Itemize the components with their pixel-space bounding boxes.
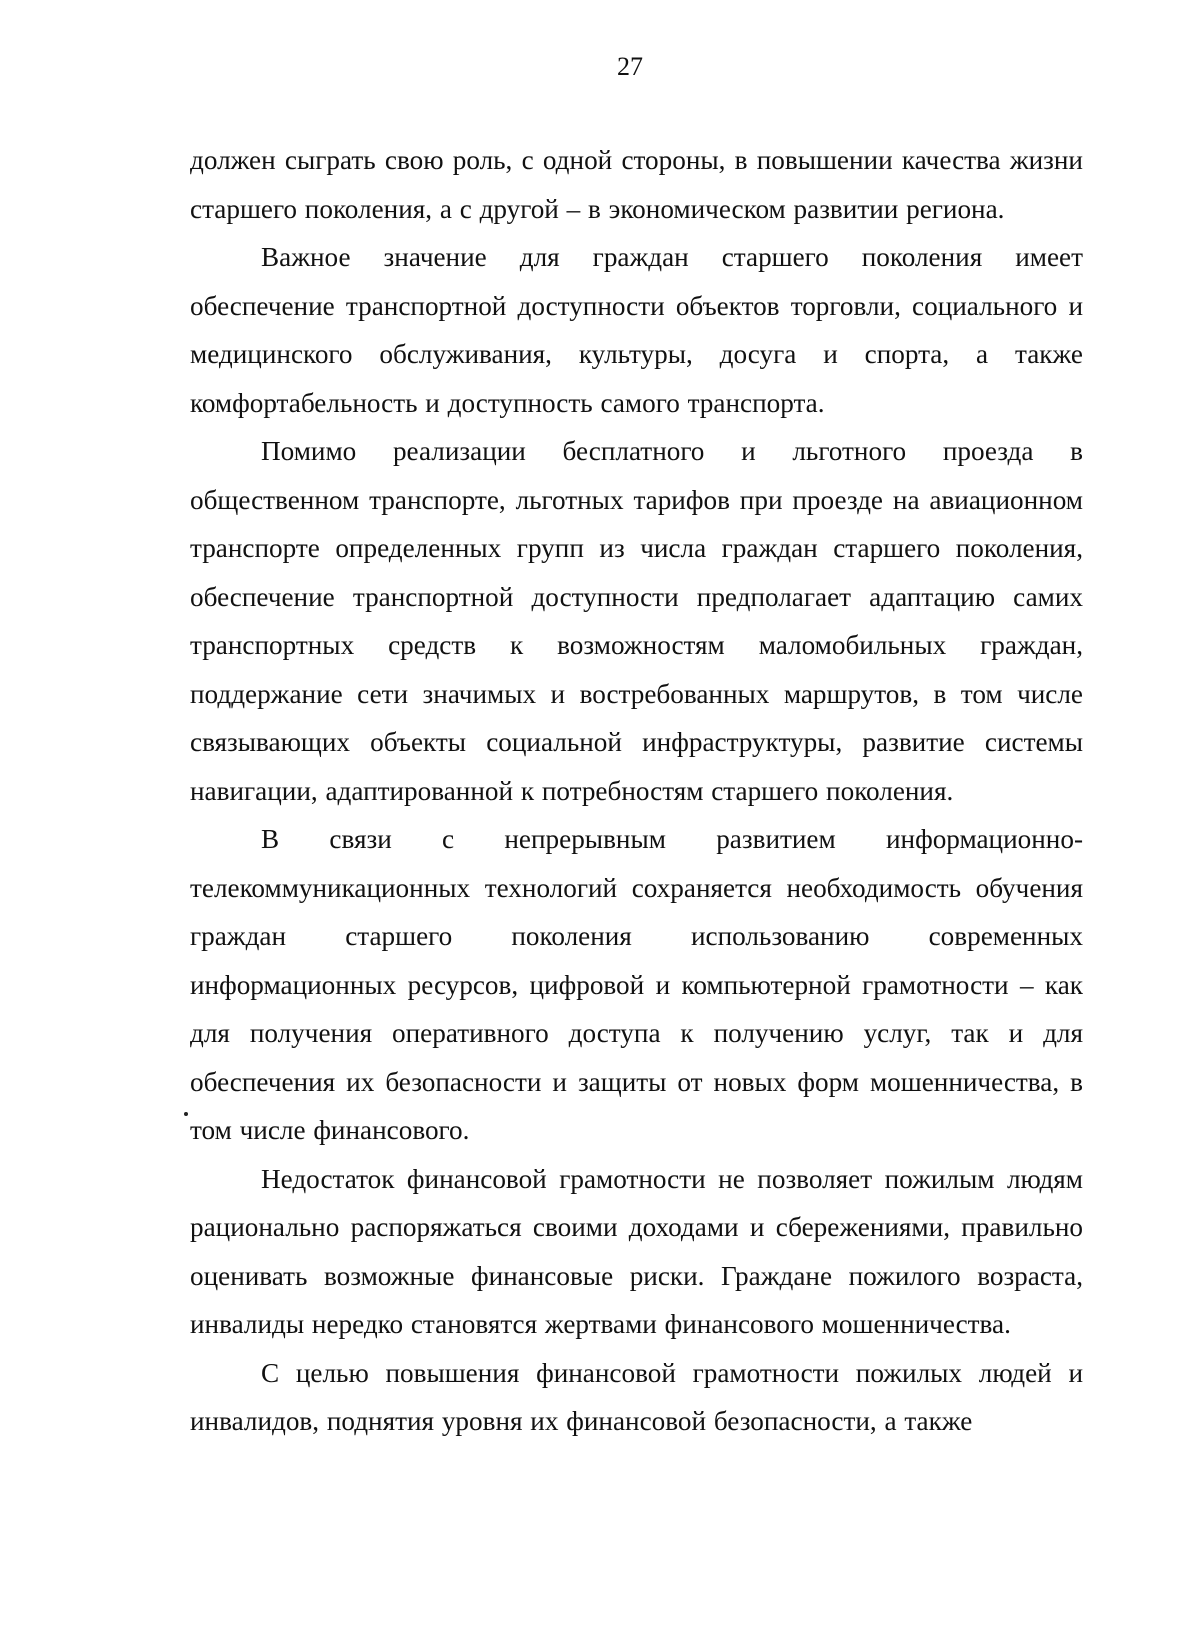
paragraph-transport-accessibility: Помимо реализации бесплатного и льготного проезда в общественном транспорте, льготных тарифов при проезде на авиационном транспорте определенных групп из числа граждан старшего поколения, обеспечение транспортной доступности предполагает адаптацию самих транспортных средств к возможностям маломобильных граждан, поддержание сети значимых и востребованных маршрутов, в том числе связывающих объекты социальной инфраструктуры, развитие системы навигации, адаптированной к потребностям старшего поколения. xyxy=(190,436,1083,806)
paragraph-continuation: должен сыграть свою роль, с одной стороны, в повышении качества жизни старшего поколения, а с другой – в экономическом развитии региона. xyxy=(190,145,1083,224)
paragraph-digital-literacy: В связи с непрерывным развитием информационно-телекоммуникационных технологий сохраняется необходимость обучения граждан старшего поколения использованию современных информационных ресурсов, цифровой и компьютерной грамотности – как для получения оперативного доступа к получению услуг, так и для обеспечения их безопасности и защиты от новых форм мошенничества, в том числе финансового. xyxy=(190,824,1083,1145)
page-number: 27 xyxy=(617,52,643,81)
paragraph-financial-literacy: Недостаток финансовой грамотности не позволяет пожилым людям рационально распоряжаться своими доходами и сбережениями, правильно оценивать возможные финансовые риски. Граждане пожилого возраста, инвалиды нередко становятся жертвами финансового мошенничества. xyxy=(190,1163,1083,1339)
body-text xyxy=(190,136,1083,1446)
paragraph-transport-importance: Важное значение для граждан старшего поколения имеет обеспечение транспортной доступности объектов торговли, социального и медицинского обслуживания, культуры, досуга и спорта, а также комфортабельность и доступность самого транспорта. xyxy=(190,242,1083,418)
paragraph-financial-security: С целью повышения финансовой грамотности пожилых людей и инвалидов, поднятия уровня их финансовой безопасности, а также xyxy=(190,1357,1083,1436)
scan-artifact-dot xyxy=(184,1112,188,1116)
